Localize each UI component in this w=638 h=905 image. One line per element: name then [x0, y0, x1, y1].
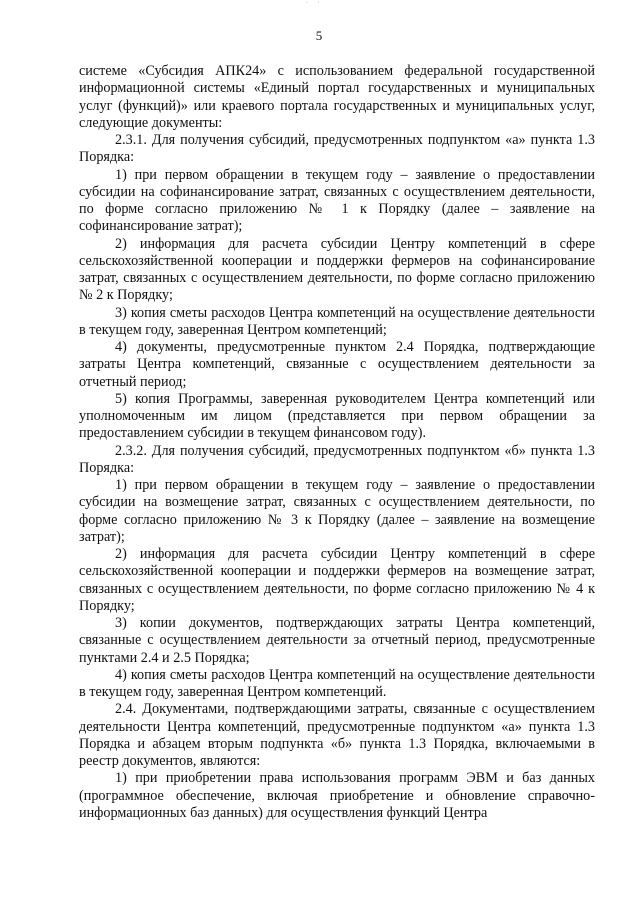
paragraph-2-3-1-item-3: 3) копия сметы расходов Центра компетенций на осуществление деятельности в текущем году, заверенная Центром компетенций;: [79, 304, 595, 338]
paragraph-2-3-2-item-3: 3) копии документов, подтверждающих затраты Центра компетенций, связанные с осуществлением деятельности за отчетный период, предусмотренные пунктами 2.4 и 2.5 Порядка;: [79, 615, 595, 666]
paragraph-2-3-2-item-4: 4) копия сметы расходов Центра компетенций на осуществление деятельности в текущем году, заверенная Центром компетенций.: [79, 666, 595, 700]
paragraph-2-3-2-item-2: 2) информация для расчета субсидии Центру компетенций в сфере сельскохозяйственной кооперации и поддержки фермеров на возмещение затрат, связанных с осуществлением деятельности, по форме согласно приложению № 4 к Порядку;: [79, 546, 595, 614]
paragraph-2-3-1-item-5: 5) копия Программы, заверенная руководителем Центра компетенций или уполномоченным им лицом (представляется при первом обращении за предоставлением субсидии в текущем финансовом году).: [79, 390, 595, 442]
paragraph-2-3-1: 2.3.1. Для получения субсидий, предусмотренных подпунктом «а» пункта 1.3 Порядка:: [79, 132, 595, 166]
paragraph-2-3-1-item-2: 2) информация для расчета субсидии Центру компетенций в сфере сельскохозяйственной кооперации и поддержки фермеров на софинансирование затрат, связанных с осуществлением деятельности, по форме согласно приложению № 2 к Порядку;: [79, 235, 595, 304]
page-number: 5: [315, 28, 323, 43]
document-body: [79, 63, 595, 822]
scan-mark: · ·: [306, 0, 324, 6]
paragraph-2-3-1-item-4: 4) документы, предусмотренные пунктом 2.4 Порядка, подтверждающие затраты Центра компетенций, связанные с осуществлением деятельности за отчетный период;: [79, 339, 595, 390]
paragraph-2-3-2-item-1: 1) при первом обращении в текущем году – заявление о предоставлении субсидии на возмещение затрат, связанных с осуществлением деятельности, по форме согласно приложению № 3 к Порядку (далее – заявление на возмещение затрат);: [79, 477, 595, 545]
paragraph-2-4: 2.4. Документами, подтверждающими затраты, связанные с осуществлением деятельности Центра компетенций, предусмотренные подпунктом «а» пункта 1.3 Порядка и абзацем вторым подпункта «б» пункта 1.3 Порядка, включаемыми в реестр документов, являются:: [79, 701, 595, 769]
paragraph-intro-continuation: системе «Субсидия АПК24» с использованием федеральной государственной информационной системы «Единый портал государственных и муниципальных услуг (функций)» или краевого портала государственных и муниципальных услуг, следующие документы:: [79, 63, 595, 131]
paragraph-2-4-item-1: 1) при приобретении права использования программ ЭВМ и баз данных (программное обеспечение, включая приобретение и обновление справочно-информационных баз данных) для осуществления функций Центра: [79, 770, 595, 821]
paragraph-2-3-1-item-1: 1) при первом обращении в текущем году – заявление о предоставлении субсидии на софинансирование затрат, связанных с осуществлением деятельности, по форме согласно приложению № 1 к Порядку (далее – заявление на софинансирование затрат);: [79, 166, 595, 235]
paragraph-2-3-2: 2.3.2. Для получения субсидий, предусмотренных подпунктом «б» пункта 1.3 Порядка:: [79, 442, 595, 476]
